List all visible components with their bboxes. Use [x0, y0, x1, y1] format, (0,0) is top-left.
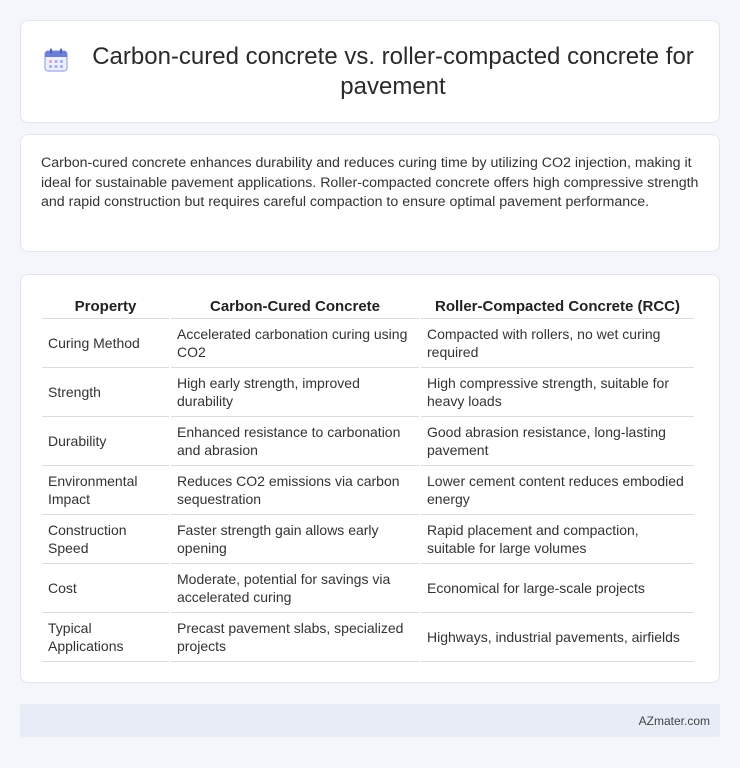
table-row: [42, 319, 694, 368]
cell-rcc: Highways, industrial pavements, airfields: [421, 613, 694, 662]
table-row: [42, 417, 694, 466]
cell-rcc: Good abrasion resistance, long-lasting pavement: [421, 417, 694, 466]
cell-rcc: Rapid placement and compaction, suitable for large volumes: [421, 515, 694, 564]
table-card: [20, 274, 720, 683]
cell-property: Environmental Impact: [42, 466, 169, 515]
page-title: Carbon-cured concrete vs. roller-compacted concrete for pavement: [92, 42, 694, 100]
cell-carbon-cured: Reduces CO2 emissions via carbon sequestration: [171, 466, 419, 515]
title-card: [20, 20, 720, 123]
table-row: [42, 368, 694, 417]
cell-rcc: Compacted with rollers, no wet curing required: [421, 319, 694, 368]
cell-rcc: Economical for large-scale projects: [421, 564, 694, 613]
cell-property: Typical Applications: [42, 613, 169, 662]
cell-property: Cost: [42, 564, 169, 613]
summary-card: [20, 134, 720, 252]
cell-carbon-cured: Faster strength gain allows early opening: [171, 515, 419, 564]
table-row: [42, 466, 694, 515]
comparison-table: [40, 295, 696, 662]
footer-site-name[interactable]: AZmater.com: [638, 713, 710, 728]
cell-property: Curing Method: [42, 319, 169, 368]
table-header-row: [42, 295, 694, 319]
calendar-icon: [42, 46, 70, 74]
cell-carbon-cured: Accelerated carbonation curing using CO2: [171, 319, 419, 368]
cell-carbon-cured: Enhanced resistance to carbonation and abrasion: [171, 417, 419, 466]
summary-text: Carbon-cured concrete enhances durability and reduces curing time by utilizing CO2 injection, making it ideal for sustainable pavement applications. Roller-compacted concrete offers high compressive strength and rapid construction but requires careful compaction to ensure optimal pavement performance.: [41, 155, 699, 210]
cell-carbon-cured: High early strength, improved durability: [171, 368, 419, 417]
header-carbon-cured: Carbon-Cured Concrete: [171, 295, 419, 319]
cell-property: Durability: [42, 417, 169, 466]
cell-property: Strength: [42, 368, 169, 417]
cell-carbon-cured: Moderate, potential for savings via accelerated curing: [171, 564, 419, 613]
footer-bar: [20, 704, 720, 737]
table-row: [42, 515, 694, 564]
table-row: [42, 613, 694, 662]
header-rcc: Roller-Compacted Concrete (RCC): [421, 295, 694, 319]
cell-rcc: Lower cement content reduces embodied energy: [421, 466, 694, 515]
table-row: [42, 564, 694, 613]
cell-rcc: High compressive strength, suitable for heavy loads: [421, 368, 694, 417]
cell-carbon-cured: Precast pavement slabs, specialized projects: [171, 613, 419, 662]
title-row: [42, 42, 698, 102]
header-property: Property: [42, 295, 169, 319]
cell-property: Construction Speed: [42, 515, 169, 564]
